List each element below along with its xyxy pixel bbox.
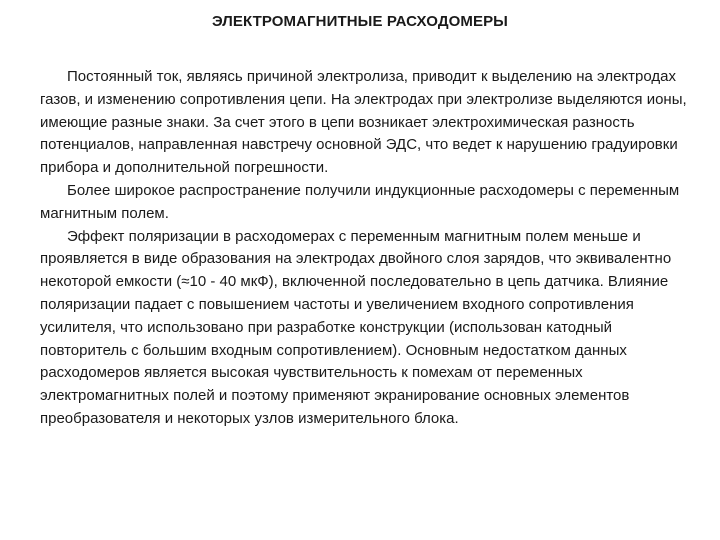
paragraph-1: Постоянный ток, являясь причиной электролиза, приводит к выделению на электродах газов, и изменению сопротивления цепи. На электродах при электролизе выделяются ионы, имеющие разные знаки. За счет этого в цепи возникает электрохимическая разность потенциалов, направленная навстречу основной ЭДС, что ведет к нарушению градуировки прибора и дополнительной погрешности.	[40, 68, 687, 177]
paragraph-2: Более широкое распространение получили индукционные расходомеры с переменным магнитным полем.	[40, 181, 680, 222]
paragraph-3: Эффект поляризации в расходомерах с переменным магнитным полем меньше и проявляется в виде образования на электродах двойного слоя зарядов, что эквивалентно некоторой емкости (≈10 - 40 мкФ), включенной последовательно в цепь датчика. Влияние поляризации падает с повышением частоты и увеличением входного сопротивления усилителя, что использовано при разработке конструкции (использован катодный повторитель с большим входным сопротивлением). Основным недостатком данных расходомеров является высокая чувствительность к помехам от переменных электромагнитных полей и поэтому применяют экранирование основных элементов преобразователя и некоторых узлов измерительного блока.	[40, 227, 672, 427]
page-title: ЭЛЕКТРОМАГНИТНЫЕ РАСХОДОМЕРЫ	[212, 13, 508, 30]
body-text	[40, 66, 690, 431]
